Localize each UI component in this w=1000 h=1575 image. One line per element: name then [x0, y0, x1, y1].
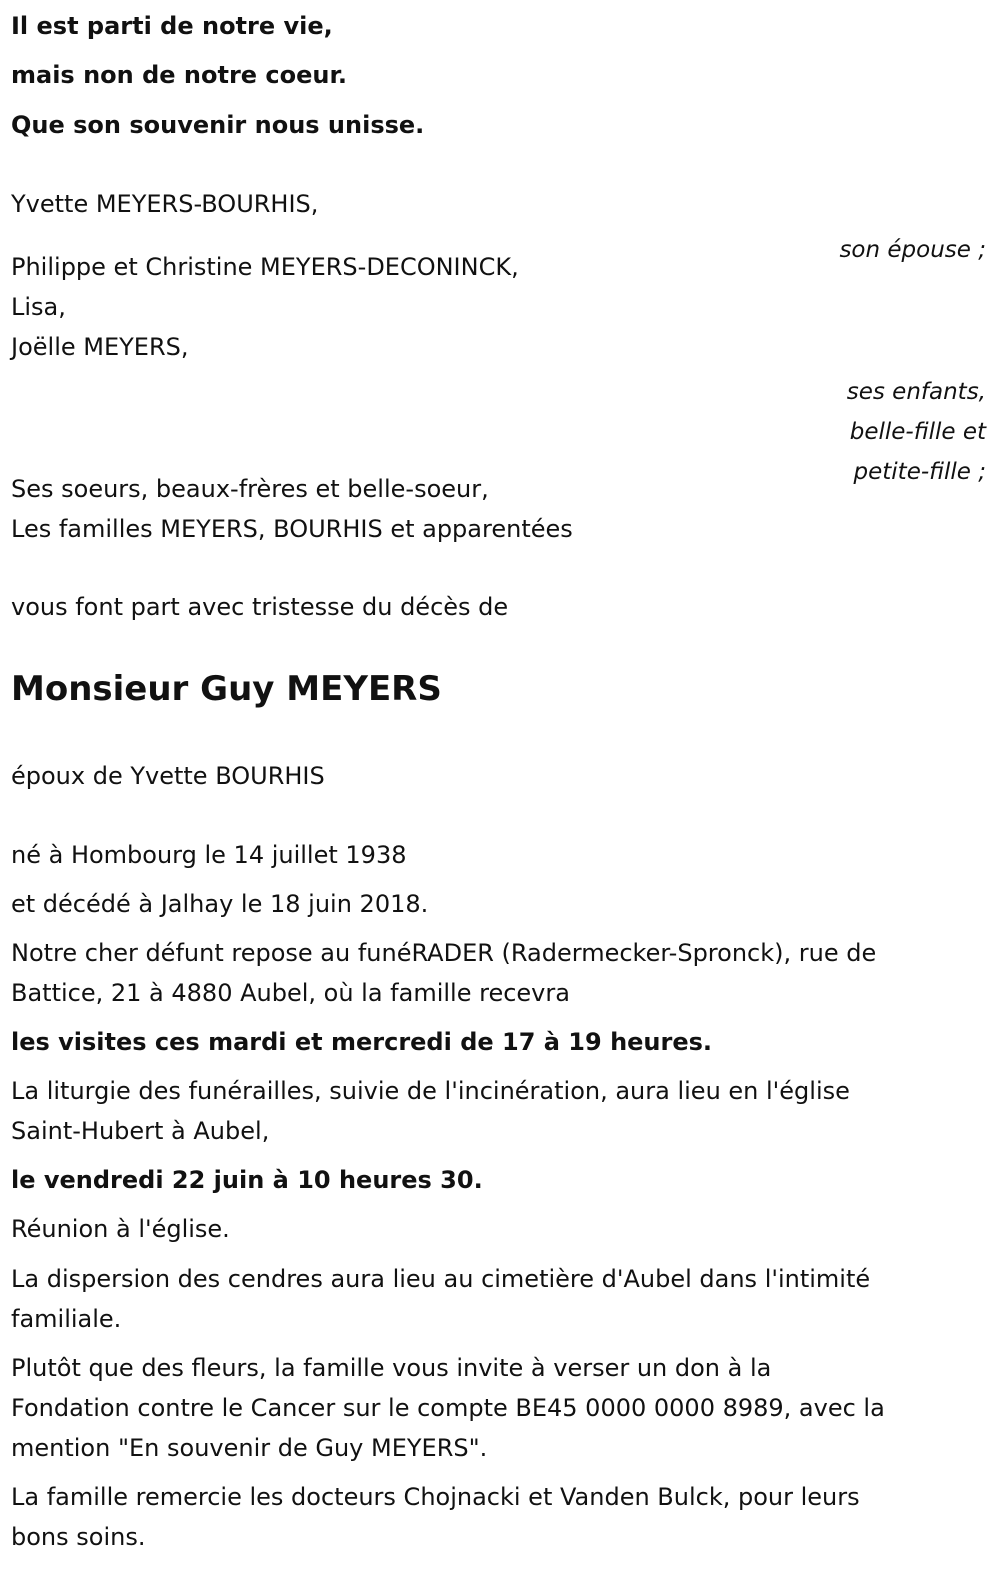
liturgy-date: le vendredi 22 juin à 10 heures 30.: [11, 1166, 483, 1194]
spouse-role: son épouse ;: [839, 237, 986, 263]
birth-line: né à Hombourg le 14 juillet 1938: [11, 841, 407, 869]
meeting-line: Réunion à l'église.: [11, 1215, 230, 1243]
thanks-line-1: La famille remercie les docteurs Chojnacki et Vanden Bulck, pour leurs: [11, 1483, 860, 1511]
epitaph-line-2: mais non de notre coeur.: [11, 61, 348, 89]
liturgy-line-2: Saint-Hubert à Aubel,: [11, 1117, 270, 1145]
spouse-name: Yvette MEYERS-BOURHIS,: [11, 190, 319, 218]
donation-line-1: Plutôt que des fleurs, la famille vous invite à verser un don à la: [11, 1354, 772, 1382]
epitaph-line-1: Il est parti de notre vie,: [11, 12, 333, 40]
visits-line: les visites ces mardi et mercredi de 17 à 19 heures.: [11, 1028, 713, 1056]
repose-line-1: Notre cher défunt repose au funéRADER (Radermecker-Spronck), rue de: [11, 939, 877, 967]
children-role-line-3: petite-fille ;: [853, 459, 986, 485]
spouse-of: époux de Yvette BOURHIS: [11, 762, 325, 790]
liturgy-line-1: La liturgie des funérailles, suivie de l'incinération, aura lieu en l'église: [11, 1077, 850, 1105]
repose-line-2: Battice, 21 à 4880 Aubel, où la famille recevra: [11, 979, 570, 1007]
thanks-line-2: bons soins.: [11, 1523, 146, 1551]
dispersion-line-2: familiale.: [11, 1305, 122, 1333]
epitaph-line-3: Que son souvenir nous unisse.: [11, 111, 425, 139]
child-line-1: Philippe et Christine MEYERS-DECONINCK,: [11, 253, 519, 281]
deceased-name: Monsieur Guy MEYERS: [11, 669, 442, 709]
child-line-2: Lisa,: [11, 293, 66, 321]
relatives-line-1: Ses soeurs, beaux-frères et belle-soeur,: [11, 475, 489, 503]
death-line: et décédé à Jalhay le 18 juin 2018.: [11, 890, 429, 918]
announcement: vous font part avec tristesse du décès de: [11, 593, 509, 621]
children-role-line-1: ses enfants,: [846, 379, 986, 405]
child-line-3: Joëlle MEYERS,: [11, 333, 189, 361]
dispersion-line-1: La dispersion des cendres aura lieu au cimetière d'Aubel dans l'intimité: [11, 1265, 871, 1293]
donation-line-3: mention "En souvenir de Guy MEYERS".: [11, 1434, 488, 1462]
donation-line-2: Fondation contre le Cancer sur le compte BE45 0000 0000 8989, avec la: [11, 1394, 885, 1422]
children-role-line-2: belle-fille et: [849, 419, 986, 445]
relatives-line-2: Les familles MEYERS, BOURHIS et apparentées: [11, 515, 573, 543]
